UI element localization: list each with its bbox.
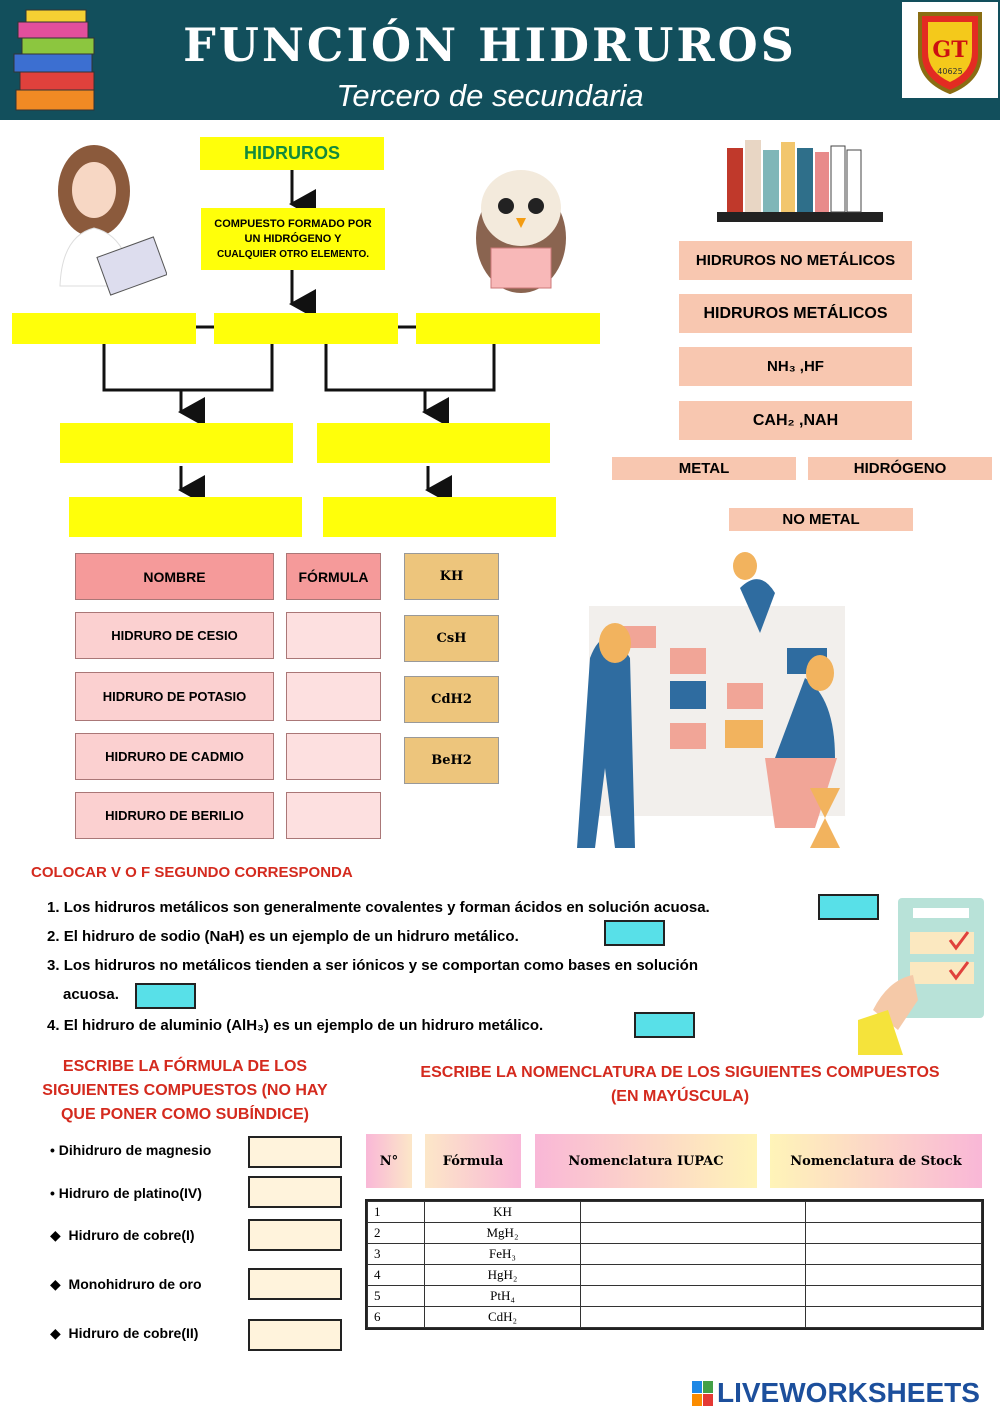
tf-item-2: 2. El hidruro de sodio (NaH) es un ejemplo de un hidruro metálico.	[47, 928, 519, 945]
formula-item-2: • Hidruro de platino(IV)	[50, 1185, 202, 1201]
tf-item-1: 1. Los hidruros metálicos son generalmente covalentes y forman ácidos en solución acuosa.	[47, 899, 710, 916]
liveworksheets-mark-icon	[692, 1381, 713, 1406]
formula-drop-2[interactable]	[286, 672, 381, 721]
drop-zone-5[interactable]	[317, 423, 550, 463]
liveworksheets-logo	[692, 1377, 980, 1409]
tf-item-3-cont: acuosa.	[63, 986, 119, 1003]
formula-item-1: • Dihidruro de magnesio	[50, 1142, 212, 1158]
table-row: 1 KH	[368, 1202, 982, 1223]
tf-answer-1[interactable]	[818, 894, 879, 920]
drop-zone-2[interactable]	[214, 313, 398, 344]
tf-item-3: 3. Los hidruros no metálicos tienden a ser iónicos y se comportan como bases en solución	[47, 957, 699, 974]
stock-input-6[interactable]	[806, 1307, 982, 1328]
concept-root-hidruros: HIDRUROS	[200, 137, 384, 170]
formula-item-3: ◆ Hidruro de cobre(I)	[50, 1227, 195, 1243]
liveworksheets-brand: LIVEWORKSHEETS	[717, 1377, 980, 1408]
tf-item-4: 4. El hidruro de aluminio (AlH₃) es un ejemplo de un hidruro metálico.	[47, 1017, 544, 1034]
write-formula-heading: ESCRIBE LA FÓRMULA DE LOS SIGUIENTES COMPUESTOS (NO HAY QUE PONER COMO SUBÍNDICE)	[42, 1058, 328, 1123]
word-no-metal[interactable]: NO METAL	[729, 508, 913, 531]
tf-answer-4[interactable]	[634, 1012, 695, 1038]
page-subtitle: Tercero de secundaria	[336, 78, 644, 113]
svg-text:40625: 40625	[937, 67, 963, 76]
option-kh[interactable]: KH	[404, 553, 499, 600]
word-example-metal[interactable]: CAH₂ ,NAH	[679, 401, 912, 440]
formula-input-2[interactable]	[248, 1176, 342, 1208]
nom-header-n: N°	[366, 1134, 412, 1188]
iupac-input-3[interactable]	[581, 1244, 806, 1265]
formula-drop-3[interactable]	[286, 733, 381, 780]
drop-zone-1[interactable]	[12, 313, 196, 344]
table-row: 6 CdH₂	[368, 1307, 982, 1328]
table-row: 2 MgH₂	[368, 1223, 982, 1244]
tf-answer-3[interactable]	[135, 983, 196, 1009]
formula-input-5[interactable]	[248, 1319, 342, 1351]
table-row: 4 HgH₂	[368, 1265, 982, 1286]
school-logo	[900, 0, 1000, 100]
formula-input-4[interactable]	[248, 1268, 342, 1300]
drop-zone-4[interactable]	[60, 423, 293, 463]
word-hidruros-no-metalicos[interactable]: HIDRUROS NO METÁLICOS	[679, 241, 912, 280]
formula-input-3[interactable]	[248, 1219, 342, 1251]
page-title: FUNCIÓN HIDRUROS	[183, 18, 797, 72]
word-hidruros-metalicos[interactable]: HIDRUROS METÁLICOS	[679, 294, 912, 333]
option-csh[interactable]: CsH	[404, 615, 499, 662]
name-row-4: HIDRURO DE BERILIO	[75, 792, 274, 839]
nom-header-iupac: Nomenclatura IUPAC	[535, 1134, 757, 1188]
option-beh2[interactable]: BeH2	[404, 737, 499, 784]
stock-input-1[interactable]	[806, 1202, 982, 1223]
iupac-input-6[interactable]	[581, 1307, 806, 1328]
books-icon	[10, 8, 110, 116]
nom-header-formula: Fórmula	[425, 1134, 521, 1188]
nomenclature-heading: ESCRIBE LA NOMENCLATURA DE LOS SIGUIENTES COMPUESTOS (EN MAYÚSCULA)	[420, 1064, 940, 1105]
svg-text:GT: GT	[932, 37, 968, 63]
formula-input-1[interactable]	[248, 1136, 342, 1168]
formula-item-4: ◆ Monohidruro de oro	[50, 1276, 202, 1292]
drop-zone-3[interactable]	[416, 313, 600, 344]
word-example-no-metal[interactable]: NH₃ ,HF	[679, 347, 912, 386]
nom-header-stock: Nomenclatura de Stock	[770, 1134, 982, 1188]
concept-definition: COMPUESTO FORMADO POR UN HIDRÓGENO Y CUALQUIER OTRO ELEMENTO.	[201, 208, 385, 270]
formula-drop-1[interactable]	[286, 612, 381, 659]
stock-input-4[interactable]	[806, 1265, 982, 1286]
name-row-1: HIDRURO DE CESIO	[75, 612, 274, 659]
header-formula: FÓRMULA	[286, 553, 381, 600]
word-metal[interactable]: METAL	[612, 457, 796, 480]
stock-input-5[interactable]	[806, 1286, 982, 1307]
tf-heading: COLOCAR V O F SEGUNDO CORRESPONDA	[31, 864, 353, 881]
name-row-3: HIDRURO DE CADMIO	[75, 733, 274, 780]
option-cdh2[interactable]: CdH2	[404, 676, 499, 723]
iupac-input-5[interactable]	[581, 1286, 806, 1307]
name-row-2: HIDRURO DE POTASIO	[75, 672, 274, 721]
word-hidrogeno[interactable]: HIDRÓGENO	[808, 457, 992, 480]
tf-answer-2[interactable]	[604, 920, 665, 946]
header-nombre: NOMBRE	[75, 553, 274, 600]
drop-zone-6[interactable]	[69, 497, 302, 537]
table-row: 3 FeH₃	[368, 1244, 982, 1265]
iupac-input-1[interactable]	[581, 1202, 806, 1223]
bookshelf-illustration	[715, 136, 885, 224]
iupac-input-2[interactable]	[581, 1223, 806, 1244]
table-row: 5 PtH₄	[368, 1286, 982, 1307]
stock-input-3[interactable]	[806, 1244, 982, 1265]
nomenclature-table	[365, 1199, 984, 1330]
iupac-input-4[interactable]	[581, 1265, 806, 1286]
drop-zone-7[interactable]	[323, 497, 556, 537]
formula-drop-4[interactable]	[286, 792, 381, 839]
formula-item-5: ◆ Hidruro de cobre(II)	[50, 1325, 199, 1341]
stock-input-2[interactable]	[806, 1223, 982, 1244]
planning-illustration	[575, 548, 860, 860]
